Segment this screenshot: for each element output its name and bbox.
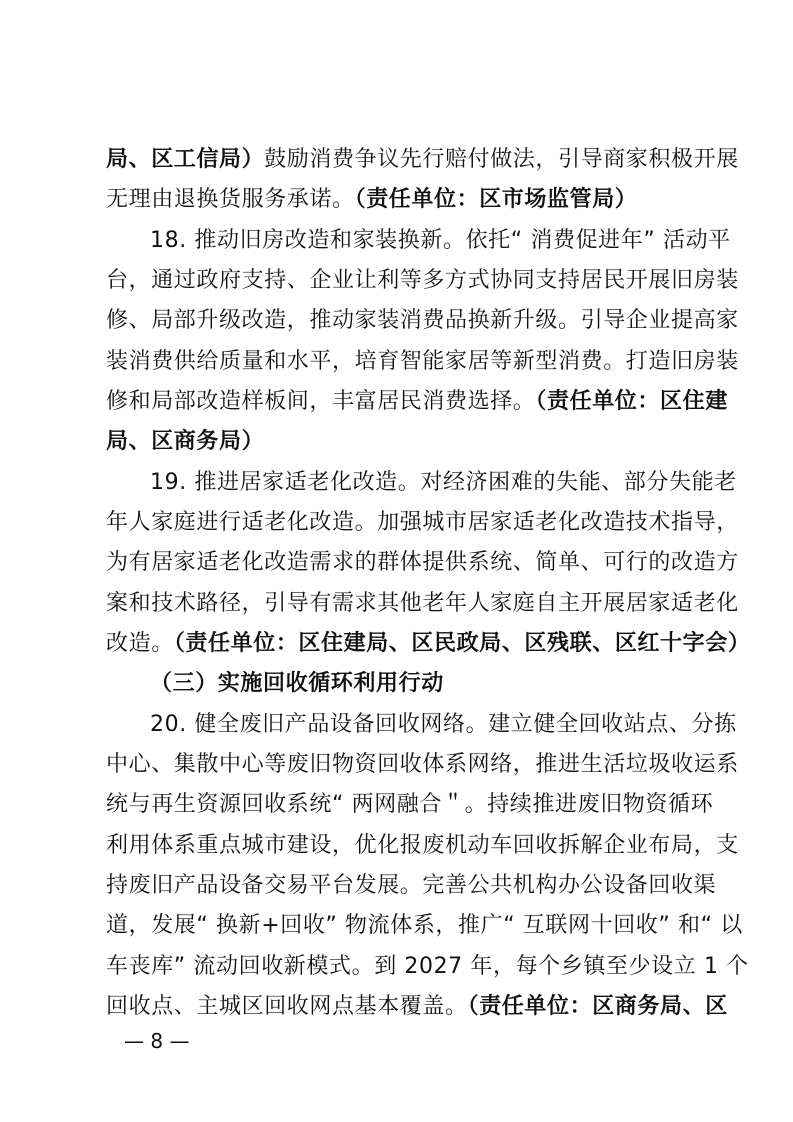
text-run-bold: （责任单位：区商务局、区 (467, 994, 728, 1019)
text-run-bold: （责任单位：区市场监管局） (354, 187, 638, 212)
text-run: 利用体系重点城市建设，优化报废机动车回收拆解企业布局，支 (106, 833, 739, 858)
text-run: 修、局部升级改造，推动家装消费品换新升级。引导企业提高家 (106, 308, 739, 333)
text-line (106, 342, 739, 382)
text-line (106, 261, 739, 301)
text-run: 修和局部改造样板间，丰富居民消费选择。 (106, 389, 536, 414)
text-run-bold: （责任单位：区住建 (535, 389, 728, 414)
section-heading (150, 664, 696, 704)
text-line (106, 866, 717, 906)
text-run: 车丧库” 流动回收新模式。到 2027 年，每个乡镇至少设立 1 个 (106, 954, 749, 979)
text-line (106, 624, 751, 664)
text-run: 改造。 (106, 631, 174, 656)
text-line (106, 503, 739, 543)
text-line (106, 382, 728, 422)
text-line (106, 180, 696, 220)
text-run: 中心、集散中心等废旧物资回收体系网络，推进生活垃圾收运系 (106, 752, 739, 777)
text-run: 18. 推动旧房改造和家装换新。依托“ 消费促进年” 活动平 (150, 228, 731, 253)
paragraph-20-start (150, 705, 737, 745)
text-run: 鼓励消费争议先行赔付做法，引导商家积极开展 (264, 147, 739, 172)
paragraph-18-start (150, 221, 731, 261)
text-run-bold: 局、区商务局） (106, 429, 265, 454)
text-line (106, 584, 739, 624)
text-line (106, 826, 739, 866)
text-run: 统与再生资源回收系统“ 两网融合＂。持续推进废旧物资循环 (106, 792, 714, 817)
text-run: 台，通过政府支持、企业让利等多方式协同支持居民开展旧房装 (106, 268, 739, 293)
text-run: 20. 健全废旧产品设备回收网络。建立健全回收站点、分拣 (150, 712, 737, 737)
text-run: 道，发展“ 换新+回收” 物流体系，推广“ 互联网十回收” 和“ 以 (106, 913, 743, 938)
text-line (106, 785, 714, 825)
text-run: 持废旧产品设备交易平台发展。完善公共机构办公设备回收渠 (106, 873, 717, 898)
text-run: 无理由退换货服务承诺。 (106, 187, 355, 212)
text-run: 为有居家适老化改造需求的群体提供系统、简单、可行的改造方 (106, 550, 739, 575)
text-run-bold: 局、区工信局） (106, 147, 265, 172)
text-run: 19. 推进居家适老化改造。对经济困难的失能、部分失能老 (150, 470, 737, 495)
text-line (106, 140, 739, 180)
text-line (106, 906, 743, 946)
text-run: 回收点、主城区回收网点基本覆盖。 (106, 994, 468, 1019)
page-number: — 8 — (124, 1029, 190, 1053)
text-line (106, 422, 696, 462)
text-line (106, 543, 739, 583)
text-run: 装消费供给质量和水平，培育智能家居等新型消费。打造旧房装 (106, 349, 739, 374)
paragraph-19-start (150, 463, 737, 503)
section-heading-text: （三）实施回收循环利用行动 (150, 671, 444, 696)
text-line (106, 987, 728, 1027)
text-line (106, 745, 739, 785)
text-run-bold: （责任单位：区住建局、区民政局、区残联、区红十字会） (173, 631, 751, 656)
text-line (106, 301, 739, 341)
text-run: 年人家庭进行适老化改造。加强城市居家适老化改造技术指导， (106, 510, 739, 535)
text-run: 案和技术路径，引导有需求其他老年人家庭自主开展居家适老化 (106, 591, 739, 616)
text-line (106, 947, 749, 987)
